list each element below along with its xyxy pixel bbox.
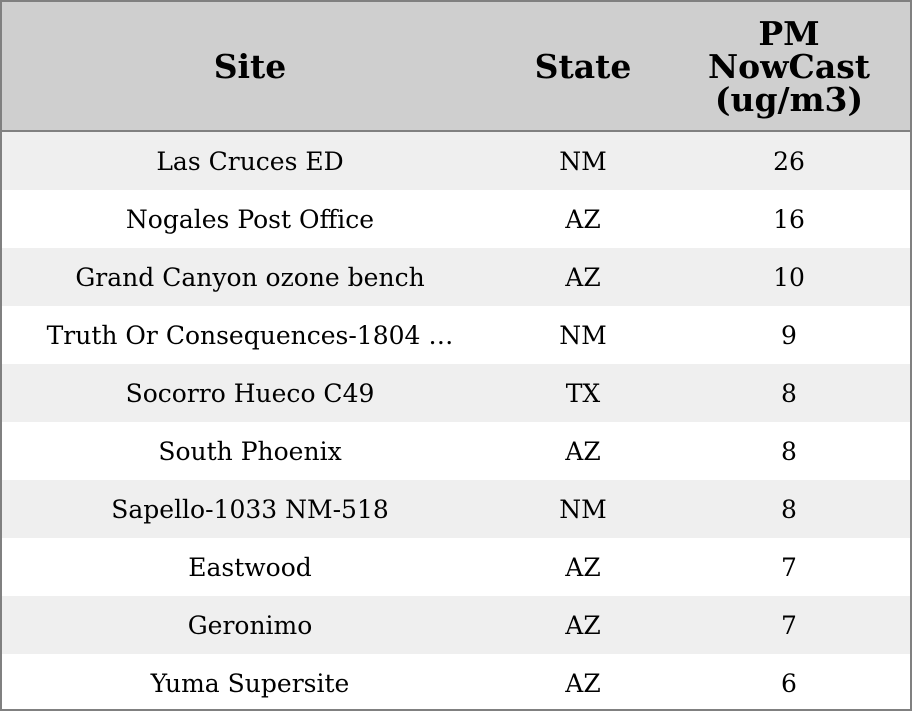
cell-state: AZ bbox=[565, 436, 601, 466]
column-header-site: Site bbox=[213, 46, 287, 86]
cell-site: Socorro Hueco C49 bbox=[125, 378, 375, 408]
cell-state: NM bbox=[559, 320, 607, 350]
table-row bbox=[2, 422, 910, 480]
cell-pm: 8 bbox=[781, 436, 797, 466]
cell-pm: 6 bbox=[781, 668, 797, 698]
table-row bbox=[2, 654, 910, 711]
table-row bbox=[2, 190, 910, 248]
table-row bbox=[2, 132, 910, 190]
cell-pm: 7 bbox=[781, 610, 797, 640]
cell-state: NM bbox=[559, 494, 607, 524]
table-row bbox=[2, 538, 910, 596]
table-row bbox=[2, 364, 910, 422]
cell-pm: 16 bbox=[773, 204, 805, 234]
cell-pm: 8 bbox=[781, 494, 797, 524]
cell-site: Yuma Supersite bbox=[150, 668, 350, 698]
column-header-pm-line-2: NowCast bbox=[707, 46, 871, 86]
cell-state: AZ bbox=[565, 668, 601, 698]
table-row bbox=[2, 596, 910, 654]
table-header bbox=[2, 2, 910, 132]
cell-pm: 26 bbox=[773, 146, 805, 176]
cell-site: Sapello-1033 NM-518 bbox=[111, 494, 389, 524]
column-header-state: State bbox=[534, 46, 632, 86]
cell-state: TX bbox=[565, 378, 601, 408]
table-body bbox=[2, 132, 910, 711]
cell-state: AZ bbox=[565, 204, 601, 234]
cell-state: NM bbox=[559, 146, 607, 176]
column-header-pm bbox=[668, 2, 910, 130]
cell-pm: 9 bbox=[781, 320, 797, 350]
cell-pm: 8 bbox=[781, 378, 797, 408]
cell-state: AZ bbox=[565, 610, 601, 640]
table-row bbox=[2, 248, 910, 306]
cell-site: Geronimo bbox=[187, 610, 313, 640]
cell-site: Truth Or Consequences-1804 … bbox=[46, 320, 454, 350]
cell-site: South Phoenix bbox=[158, 436, 342, 466]
cell-state: AZ bbox=[565, 552, 601, 582]
column-header-pm-line-3: (ug/m3) bbox=[714, 79, 864, 119]
cell-pm: 7 bbox=[781, 552, 797, 582]
cell-state: AZ bbox=[565, 262, 601, 292]
cell-site: Grand Canyon ozone bench bbox=[75, 262, 425, 292]
cell-site: Eastwood bbox=[188, 552, 312, 582]
column-header-pm-line-1: PM bbox=[758, 13, 820, 53]
cell-site: Nogales Post Office bbox=[125, 204, 375, 234]
table-row bbox=[2, 480, 910, 538]
cell-pm: 10 bbox=[773, 262, 805, 292]
table-row bbox=[2, 306, 910, 364]
cell-site: Las Cruces ED bbox=[156, 146, 344, 176]
